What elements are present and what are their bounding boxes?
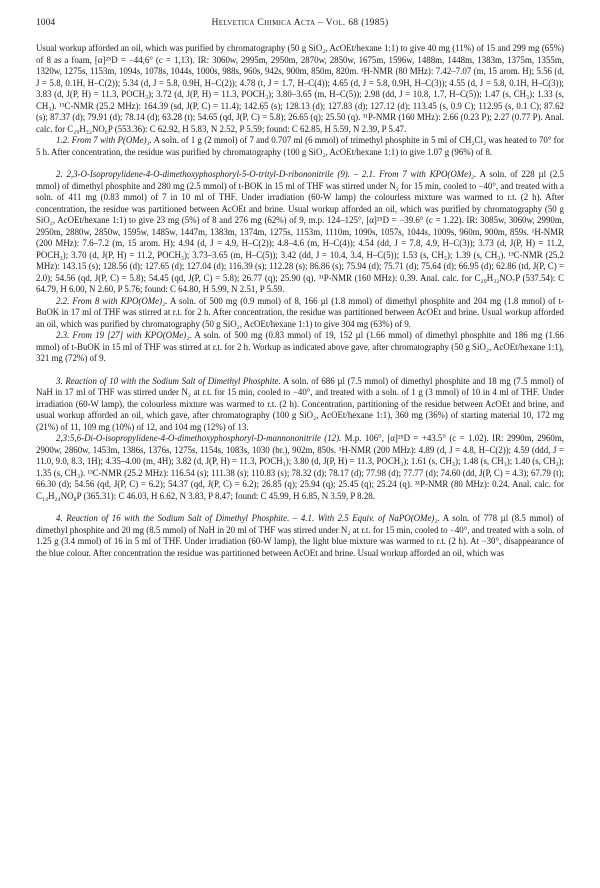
paragraph-text: A soln. of 686 µl (7.5 mmol) of dimethyl phosphite and 18 mg (7.5 mmol) of NaH in 17 ml of THF was stirred under N₂ at r.t. for 15 min, cooled to −40°, and treated with a soln. of 1 g (3 mmol) of 10 in 4 ml of THF. Under irradiation (60-W lamp), the colourless mixture was warmed to r.t. (2 h). Concentration, partitioning of the residue between AcOEt and brine, and usual workup afforded an oil, which gave, after chromatography (100 g SiO₂, AcOEt/hexane 1:1), 360 mg (36%) of starting material 10, 172 mg (21%) of 11, 109 mg (10%) of 12, and 104 mg (12%) of 13. — [36, 375, 564, 432]
paragraph-2-1 — [36, 169, 564, 296]
body-text — [36, 43, 564, 559]
paragraph-text: A soln. of 1 g (2 mmol) of 7 and 0.707 ml (6 mmol) of trimethyl phosphite in 5 ml of CH₂Cl₂ was heated to 70° for 5 h. After concentration, the residue was purified by chromatography (100 g SiO₂, AcOEt/hexane 1:1) to give 1.07 g (96%) of 8. — [36, 135, 565, 157]
paragraph-3 — [36, 376, 564, 434]
section-heading: 2.3. From 19 [27] with KPO(OMe)₂. — [56, 330, 192, 340]
section-heading: 4. Reaction of 16 with the Sodium Salt of Dimethyl Phosphite. – 4.1. With 2.5 Equiv. of NaPO(OMe)₂. — [56, 513, 440, 523]
running-head — [36, 16, 564, 30]
paragraph-1-2 — [36, 135, 564, 158]
paragraph-text: A soln. of 500 mg (0.9 mmol) of 8, 166 µl (1.8 mmol) of dimethyl phosphite and 204 mg (1.8 mmol) of t-BuOK in 17 ml of THF was stirred at r.t. for 2 h. After concentration, the residue was partitioned between AcOEt and brine. Usual workup afforded an oil, which was purified by chromatography (50 g SiO₂, AcOEt/hexane 1:1) to give 304 mg (63%) of 9. — [36, 295, 565, 329]
section-heading: 1.2. From 7 with P(OMe)₃. — [56, 135, 152, 145]
section-heading: 2,3:5,6-Di-O-isopropylidene-4-O-dimethoxyphosphoryl-D-mannononitrile (12). — [56, 433, 342, 443]
page-number: 1004 — [36, 17, 56, 28]
journal-title: Helvetica Chimica Acta – Vol. 68 (1985) — [211, 17, 389, 28]
paragraph-text: M.p. 106°, [α]²⁵D = +43.5° (c = 1.02). IR: 2990m, 2960m, 2900w, 2860w, 1453m, 1386s, 1376s, 1275s, 1154s, 1083s, 1030 (br.), 902m, 850s. ¹H-NMR (200 MHz): 4.89 (d, J = 4.8, H–C(2)); 4.59 (ddd, J = 11.0, 9.0, 8.3, 1H); 4.35–4.00 (m, 4H); 3.82 (d, J(P, H) = 11.3, POCH₃); 3.80 (d, J(P, H) = 11.3, POCH₃); 1.61 (s, CH₃); 1.48 (s, CH₃); 1.40 (s, CH₃); 1.35 (s, CH₃). ¹³C-NMR (25.2 MHz): 116.54 (s); 111.38 (s); 110.83 (s); 78.32 (d); 78.17 (d); 77.98 (d); 77.77 (d); 74.60 (dd, J(P, C) = 4.3); 67.79 (t); 66.30 (d); 54.56 (qd, J(P, C) = 6.2); 54.37 (qd, J(P, C) = 6.2); 26.85 (q); 25.94 (q); 25.45 (q); 25.24 (q). ³¹P-NMR (80 MHz): 0.24. Anal. calc. for C₁₄H₂₄NO₈P (365.31): C 46.03, H 6.62, N 3.83, P 8.47; found: C 45.99, H 6.85, N 3.59, P 8.28. — [36, 433, 564, 501]
paragraph-2-2 — [36, 296, 564, 331]
paragraph-2-3 — [36, 330, 564, 365]
section-heading: 3. Reaction of 10 with the Sodium Salt of Dimethyl Phosphite. — [56, 375, 281, 386]
section-heading: 2.2. From 8 with KPO(OMe)₂. — [56, 295, 168, 306]
paragraph-text: Usual workup afforded an oil, which was purified by chromatography (50 g SiO₂, AcOEt/hexane 1:1) to give 40 mg (11%) of 15 and 299 mg (65%) of 8 as a foam, [α]²⁵D = −44,6° (c = 1,13). IR: 3060w, 2995m, 2950m, 2870w, 2850w, 1675m, 1596w, 1488m, 1448m, 1383m, 1375m, 1355m, 1320w, 1275s, 1153m, 1094s, 1078s, 1044s, 1000s, 988s, 960s, 942s, 900m, 850m, 820m. ¹H-NMR (80 MHz): 7.42–7.07 (m, 15 arom. H); 5.56 (d, J = 5.8, 0.1H, H–C(2)); 5.34 (d, J = 5.8, 0.9H, H–C(2)); 4.78 (t, J = 1.7, H–C(4)); 4.65 (d, J = 5.8, 0.9H, H–C(3)); 4.55 (d, J = 5.8, 0.1H, H–C(3)); 3.83 (d, J(P, H) = 11.3, POCH₃); 3.72 (d, J(P, H) = 11.3, POCH₃); 3.80–3.65 (m, H–C(5)); 2.98 (dd, J = 10.8, 1.7, H–C(5)); 1.47 (s, CH₃); 1.33 (s, CH₃). ¹³C-NMR (25.2 MHz): 164.39 (sd, J(P, C) = 11.4); 142.65 (s); 128.13 (d); 127.83 (d); 127.12 (d); 113.45 (s, 0.9 C); 112.95 (s, 0.1 C); 87.62 (s); 87.37 (d); 79.91 (d); 78.14 (d); 63.28 (t); 54.65 (qd, J(P, C) = 5.8); 26.65 (q); 25.50 (q). ³¹P-NMR (160 MHz): 2.66 (0.23 P); 2.27 (0.77 P). Anal. calc. for C₂₉H₃₂NO₆P (553.36): C 62.92, H 5.83, N 2.52, P 5.59; found: C 62.85, H 5.59, N 2.39, P 5.47. — [36, 43, 564, 134]
paragraph-compound-12 — [36, 433, 564, 502]
paragraph-workup-8 — [36, 43, 564, 135]
paragraph-text: A soln. of 500 mg (0.83 mmol) of 19, 152 µl (1.66 mmol) of dimethyl phosphite and 186 mg (1.66 mmol) of t-BuOK in 15 ml of THF was stirred at r.t. for 2 h. Workup as indicated above gave, after chromatography (50 g SiO₂, AcOEt/hexane 1:1), 321 mg (72%) of 9. — [36, 330, 564, 363]
paragraph-text: A soln. of 778 µl (8.5 mmol) of dimethyl phosphite and 20 mg (8.5 mmol) of NaH in 20 ml of THF was stirred under N₂ at r.t. for 15 min, cooled to −40°, and treated with a soln. of 1.25 g (3.4 mmol) of 16 in 5 ml of THF. Under irradiation (60-W lamp), the light blue mixture was warmed to r.t. (2 h). At −30°, disappearance of the blue colour. After concentration the residue was partitioned between AcOEt and brine. Usual workup afforded an oil, which was — [36, 513, 564, 558]
paragraph-4-1 — [36, 513, 564, 559]
section-heading: 2. 2,3-O-Isopropylidene-4-O-dimethoxyphosphoryl-5-O-trityl-D-ribononitrile (9). – 2.1. From 7 with KPO(OMe)₂. — [56, 169, 477, 179]
paragraph-text: A soln. of 228 µl (2.5 mmol) of dimethyl phosphite and 280 mg (2.5 mmol) of t-BOK in 15 ml of THF was stirred under N₂ for 15 min, cooled to −40°, and treated with a soln. of 411 mg (0.83 mmol) of 7 in 10 ml of THF. Under irradiation (60-W lamp) the colourless mixture was warmed to r.t. (2 h). After concentration, the residue was partitioned between AcOEt and brine. Usual workup afforded an oil, which was purified by chromatography (50 g SiO₂, AcOEt/hexane 1:1) to give 23 mg (5%) of 8 and 276 mg (62%) of 9, m.p. 124–125°, [α]²⁵D = −39.6° (c = 1.22). IR: 3085w, 3060w, 2990m, 2950m, 2880w, 2850w, 1595w, 1485w, 1447m, 1383m, 1374m, 1275s, 1153m, 1110m, 1090s, 1057s, 1044s, 1009s, 960m, 900m, 859s. ¹H-NMR (200 MHz): 7.6–7.2 (m, 15 arom. H); 4.94 (d, J = 4.9, H–C(2)); 4.8–4.6 (m, H–C(4)); 4.54 (dd, J = 7.8, 4.9, H–C(3)); 3.73 (d, J(P, H) = 11.2, POCH₃); 3.70 (d, J(P, H) = 11.2, POCH₃); 3.73–3.65 (m, H–C(5)); 3.42 (dd, J = 10.4, 3.4, H–C(5)); 1.53 (s, CH₃); 1.39 (s, CH₃). ¹³C-NMR (25.2 MHz): 143.15 (s); 128.56 (d); 127.65 (d); 127.04 (d); 116.39 (s); 112.28 (s); 86.86 (s); 75.94 (d); 75.71 (d); 75.64 (d); 66.95 (d); 62.86 (td, J(P, C) = 2.0); 54.56 (qd, J(P, C) = 5.8); 54.45 (qd, J(P, C) = 5.8); 26.77 (q); 25.90 (q). ³¹P-NMR (160 MHz): 0.39. Anal. calc. for C₂₉H₃₂NO₇P (537.54): C 64.79, H 6.00, N 2.60, P 5.76; found: C 64.80, H 5.99, N 2.51, P 5.59. — [36, 169, 564, 294]
